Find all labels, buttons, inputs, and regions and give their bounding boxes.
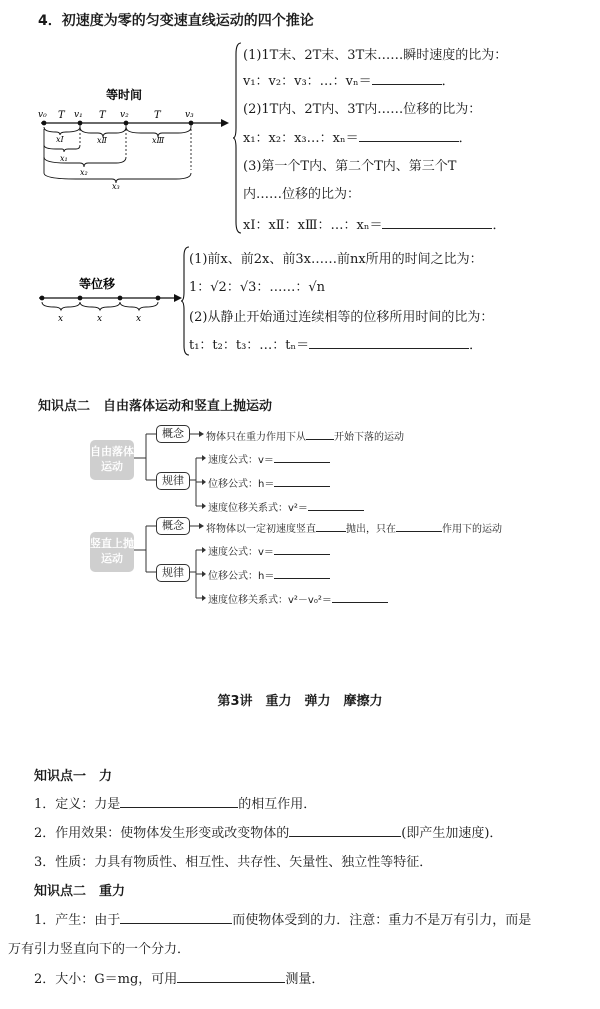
x3-cum-label: x₃: [112, 182, 120, 190]
origin-blank[interactable]: [120, 911, 232, 924]
ff-relation-text: 速度位移关系式：v²＝: [208, 503, 308, 514]
ff-relation-row: [208, 499, 364, 514]
equal-disp-label: 等位移: [79, 277, 116, 291]
origin-post: 而使物体受到的力．注意：重力不是万有引力，而是: [232, 913, 532, 928]
brace-right-1: [232, 42, 242, 234]
free-fall-law-pill: 规律: [156, 472, 190, 490]
size-row: [34, 968, 324, 987]
r4-line1: (1)前x、前2x、前3x……前nx所用的时间之比为：: [189, 252, 483, 267]
r4-line4-text: t₁：t₂：t₃：…：tₙ＝: [189, 338, 310, 353]
origin-line2: 万有引力竖直向下的一个分力．: [8, 942, 191, 957]
t-label-3: T: [154, 110, 161, 121]
vt-speed-blank[interactable]: [274, 544, 330, 555]
ff-speed-blank[interactable]: [274, 452, 330, 463]
r4-line2: 1：√2：√3：……：√n: [189, 280, 326, 295]
vt-disp-blank[interactable]: [274, 568, 330, 579]
v0-label: v₀: [38, 110, 47, 120]
x1-seg-label: xⅠ: [56, 135, 64, 144]
vt-speed-text: 速度公式：v＝: [208, 547, 274, 558]
r2-line2-text: x₁：x₂：x₃…：xₙ＝: [243, 131, 359, 146]
r2-line1: (2)1T内、2T内、3T内……位移的比为：: [243, 102, 482, 117]
vertical-law-pill: 规律: [156, 564, 190, 582]
r4-answer-blank[interactable]: [309, 336, 469, 349]
size-post: 测量．: [285, 972, 325, 987]
effect-row: [34, 822, 502, 841]
free-fall-concept-pill: 概念: [156, 425, 190, 443]
equal-time-label: 等时间: [106, 88, 143, 102]
free-fall-box: 自由落体运动: [90, 440, 134, 480]
vt-concept-blank-2[interactable]: [396, 521, 442, 532]
x3-seg-label: xⅢ: [152, 136, 165, 145]
r3-line3: xⅠ：xⅡ：xⅢ：…：xₙ＝ ．: [243, 218, 506, 233]
kp1-title: 知识点一 力: [34, 769, 113, 784]
vt-relation-text: 速度位移关系式：v²－v₀²＝: [208, 595, 332, 606]
ff-concept-post: 开始下落的运动: [334, 432, 404, 443]
equal-displacement-diagram: [34, 272, 184, 324]
vt-disp-text: 位移公式：h＝: [208, 571, 275, 582]
disp-x-3: x: [136, 314, 142, 324]
r1-line1: (1)1T末、2T末、3T末……瞬时速度的比为：: [243, 48, 508, 63]
definition-row: [34, 793, 316, 812]
vt-disp-row: [208, 567, 330, 582]
vertical-throw-box: 竖直上抛运动: [90, 532, 134, 572]
effect-post: (即产生加速度)．: [401, 826, 503, 841]
r1-line2-text: v₁：v₂：v₃：…：vₙ＝: [243, 74, 372, 89]
effect-blank[interactable]: [289, 824, 401, 837]
vertical-concept-pill: 概念: [156, 517, 190, 535]
disp-x-2: x: [97, 314, 103, 324]
r3-line3-text: xⅠ：xⅡ：xⅢ：…：xₙ＝: [243, 218, 383, 233]
free-fall-concept-text: [206, 428, 404, 443]
vt-concept-post: 作用下的运动: [442, 524, 502, 535]
vt-concept-pre: 将物体以一定初速度竖直: [206, 524, 316, 535]
ff-concept-pre: 物体只在重力作用下从: [206, 432, 306, 443]
r1-answer-blank[interactable]: [372, 72, 442, 85]
r4-line4: t₁：t₂：t₃：…：tₙ＝ ．: [189, 338, 483, 353]
def-post: 的相互作用．: [238, 797, 317, 812]
x2-seg-label: xⅡ: [97, 136, 107, 145]
t-label-2: T: [99, 110, 106, 121]
ff-concept-blank[interactable]: [306, 429, 334, 440]
kp2-gravity-title: 知识点二 重力: [34, 884, 126, 899]
nature-row: 3．性质：力具有物质性、相互性、共存性、矢量性、独立性等特征．: [34, 855, 433, 870]
v3-label: v₃: [185, 110, 194, 120]
def-pre: 1．定义：力是: [34, 797, 121, 812]
origin-pre: 1．产生：由于: [34, 913, 121, 928]
r3-line2: 内……位移的比为：: [243, 187, 361, 202]
r3-answer-blank[interactable]: [382, 216, 492, 229]
origin-row: [34, 909, 531, 928]
t-label-1: T: [58, 110, 65, 121]
r2-answer-blank[interactable]: [359, 129, 459, 142]
def-blank[interactable]: [120, 795, 238, 808]
ff-speed-row: [208, 451, 330, 466]
ff-disp-row: [208, 475, 330, 490]
vt-concept-blank-1[interactable]: [316, 521, 346, 532]
vt-relation-row: [208, 591, 388, 606]
ff-disp-blank[interactable]: [274, 476, 330, 487]
size-blank[interactable]: [177, 970, 285, 983]
r4-line3: (2)从静止开始通过连续相等的位移所用时间的比为：: [189, 310, 494, 325]
effect-pre: 2．作用效果：使物体发生形变或改变物体的: [34, 826, 290, 841]
r2-line2: x₁：x₂：x₃…：xₙ＝ ．: [243, 131, 472, 146]
v1-label: v₁: [74, 110, 83, 120]
ff-speed-text: 速度公式：v＝: [208, 455, 274, 466]
r3-line1: (3)第一个T内、第二个T内、第三个T: [243, 159, 457, 174]
ff-relation-blank[interactable]: [308, 500, 364, 511]
vertical-concept-text: [206, 520, 502, 535]
vt-relation-blank[interactable]: [332, 592, 388, 603]
size-pre: 2．大小：G＝mg，可用: [34, 972, 178, 987]
x2-cum-label: x₂: [80, 168, 88, 177]
lecture3-title: 第3讲 重力 弹力 摩擦力: [217, 694, 383, 709]
equal-time-diagram: [36, 85, 236, 190]
vt-speed-row: [208, 543, 330, 558]
x1-cum-label: x₁: [60, 154, 68, 163]
r1-line2: v₁：v₂：v₃：…：vₙ＝ ．: [243, 74, 455, 89]
vt-concept-mid: 抛出，只在: [346, 524, 396, 535]
ff-disp-text: 位移公式：h＝: [208, 479, 275, 490]
kp2-title: 知识点二 自由落体运动和竖直上抛运动: [38, 399, 273, 414]
disp-x-1: x: [58, 314, 64, 324]
section4-title: 4．初速度为零的匀变速直线运动的四个推论: [38, 13, 314, 29]
v2-label: v₂: [120, 110, 129, 120]
